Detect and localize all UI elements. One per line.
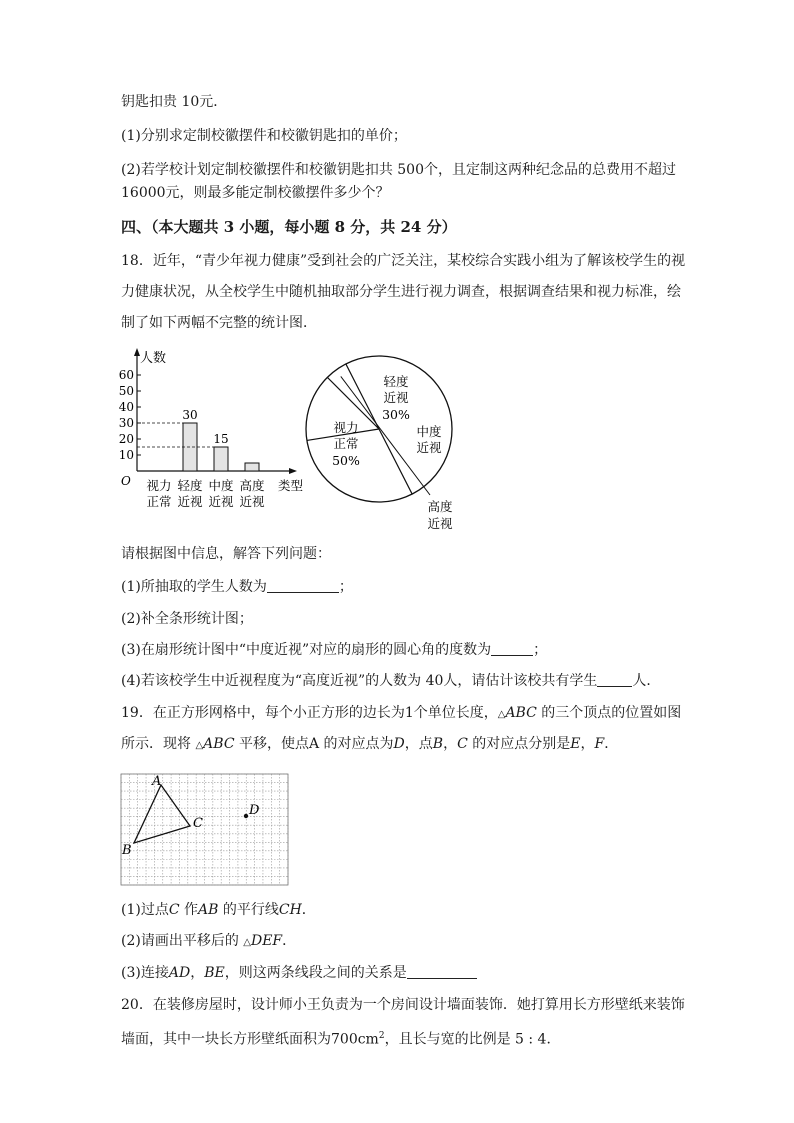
- q18-part2: (2)补全条形统计图；: [121, 611, 253, 627]
- point-name: C: [457, 736, 468, 752]
- segment-name: AB: [198, 902, 219, 918]
- q19-text: 的对应点分别是: [467, 736, 571, 752]
- x-tick-label: 正常: [146, 494, 172, 509]
- label-c: C: [193, 816, 203, 831]
- q19-stem: [121, 703, 681, 725]
- point-name: C: [168, 902, 180, 918]
- text-line: 16000元，则最多能定制校徽摆件多少个？: [121, 185, 390, 201]
- answer-blank[interactable]: [491, 641, 533, 656]
- y-tick-label: 30: [118, 416, 134, 430]
- q19-text: 19．在正方形网格中，每个小正方形的边长为1个单位长度，: [121, 705, 498, 721]
- q19-part3: [121, 963, 477, 983]
- point-name: B: [432, 736, 444, 752]
- q18-part3-end: ；: [533, 642, 548, 658]
- q19-text: ，则这两条线段之间的关系是: [224, 965, 407, 981]
- x-axis-arrow: [289, 468, 297, 474]
- label-b: B: [122, 843, 132, 858]
- q19-part1: [121, 900, 316, 920]
- q18-part4-end: 人．: [632, 673, 661, 689]
- q19-text: ．: [282, 933, 297, 949]
- q19-text: (2)请画出平移后的: [121, 933, 244, 949]
- triangle-symbol: △: [195, 740, 204, 751]
- pie-slice-label: 高度: [427, 499, 453, 514]
- pie-slice-label: 正常: [333, 436, 359, 451]
- q19-text: 的三个顶点的位置如图: [536, 705, 682, 721]
- q19-text: (1)过点: [121, 902, 169, 918]
- point-name: E: [570, 736, 581, 752]
- q18-part1-end: ；: [338, 579, 353, 595]
- segment-name: BE: [204, 965, 225, 981]
- q18-stem: 18．近年，“青少年视力健康”受到社会的广泛关注，某校综合实践小组为了解该校学生的视: [121, 253, 686, 269]
- section-heading: 四、（本大题共 3 小题，每小题 8 分，共 24 分）: [121, 218, 457, 236]
- line-name: CH: [278, 902, 302, 918]
- point-d: [244, 814, 248, 818]
- q19-part2: [121, 931, 296, 953]
- q20-text: ，且长与宽的比例是 5 : 4．: [384, 1031, 561, 1048]
- triangle-abc: [134, 785, 190, 843]
- text-line: (2)若学校计划定制校徽摆件和校徽钥匙扣共 500个，且定制这两种纪念品的总费用不超过: [121, 162, 677, 178]
- q18-stem: 制了如下两幅不完整的统计图．: [121, 315, 317, 331]
- answer-blank[interactable]: [597, 672, 632, 687]
- q18-part1-text: (1)所抽取的学生人数为: [121, 579, 267, 595]
- pie-slice-percent: 50%: [332, 453, 360, 468]
- y-axis-label: 人数: [140, 351, 167, 366]
- pie-slice-label: 视力: [333, 420, 359, 435]
- q18-part1: [121, 577, 353, 597]
- q18-prompt: 请根据图中信息，解答下列问题：: [121, 546, 331, 562]
- q19-text: ，: [443, 736, 458, 752]
- y-tick-label: 20: [118, 432, 134, 446]
- triangle-name: ABC: [203, 736, 235, 752]
- q19-text: ，: [190, 965, 205, 981]
- x-tick-label: 中度: [208, 478, 234, 493]
- q19-text: 所示．现将: [121, 736, 196, 752]
- y-tick-label: 40: [118, 400, 134, 414]
- pie-slice-percent: 30%: [382, 407, 410, 422]
- label-d: D: [249, 803, 260, 818]
- q18-part4-text: (4)若该校学生中近视程度为“高度近视”的人数为 40人，请估计该校共有学生: [121, 673, 598, 689]
- x-tick-label: 近视: [177, 494, 203, 509]
- pie-slice-label: 中度: [416, 424, 442, 439]
- q19-text: (3)连接: [121, 965, 169, 981]
- data-label: 30: [182, 408, 198, 422]
- pie-slice-label: 近视: [383, 390, 409, 405]
- data-label: 15: [213, 432, 229, 446]
- triangle-symbol: △: [497, 709, 506, 720]
- answer-blank[interactable]: [407, 964, 477, 979]
- point-name: D: [393, 736, 405, 752]
- q19-text: ，: [580, 736, 595, 752]
- bar-chart: [115, 344, 315, 514]
- segment-name: AD: [168, 965, 191, 981]
- answer-blank[interactable]: [267, 578, 339, 593]
- q19-text: 平移，使点A 的对应点为: [234, 736, 394, 752]
- triangle-symbol: △: [243, 937, 251, 948]
- pie-slice-label: 近视: [416, 440, 442, 455]
- q19-text: ．: [604, 736, 619, 752]
- q18-part3: [121, 640, 547, 660]
- q19-text: 作: [179, 902, 199, 918]
- q19-text: ．: [301, 902, 316, 918]
- bar: [214, 447, 228, 471]
- x-tick-label: 视力: [146, 478, 172, 493]
- x-tick-label: 高度: [239, 478, 265, 493]
- bar: [245, 463, 259, 471]
- superscript: 2: [378, 1031, 385, 1041]
- pie-slice-label: 近视: [427, 516, 453, 531]
- y-tick-label: 50: [118, 384, 134, 398]
- grid-figure: [120, 773, 290, 887]
- x-tick-label: 轻度: [177, 478, 203, 493]
- q18-part3-text: (3)在扇形统计图中“中度近视”对应的扇形的圆心角的度数为: [121, 642, 492, 658]
- q18-stem: 力健康状况，从全校学生中随机抽取部分学生进行视力调查，根据调查结果和视力标准，绘: [121, 284, 681, 300]
- origin-label: O: [121, 474, 131, 488]
- q19-stem: [121, 734, 618, 756]
- triangle-name: DEF: [250, 933, 283, 949]
- x-tick-label: 近视: [239, 494, 265, 509]
- q20-text: 墙面，其中一块长方形壁纸面积为700cm: [121, 1031, 379, 1048]
- pie-slice-label: 轻度: [383, 374, 409, 389]
- q20-stem: [121, 1026, 560, 1050]
- y-tick-label: 60: [118, 368, 134, 382]
- y-tick-label: 10: [118, 448, 134, 462]
- text-line: (1)分别求定制校徽摆件和校徽钥匙扣的单价；: [121, 128, 407, 144]
- point-name: F: [594, 736, 605, 752]
- q18-part4: [121, 671, 660, 691]
- text-line: 钥匙扣贵 10元．: [121, 94, 228, 110]
- x-axis-label: 类型: [278, 478, 304, 493]
- triangle-name: ABC: [505, 705, 537, 721]
- q20-stem: 20．在装修房屋时，设计师小王负责为一个房间设计墙面装饰．她打算用长方形壁纸来装饰: [121, 997, 685, 1013]
- q19-text: 的平行线: [218, 902, 279, 918]
- x-tick-label: 近视: [208, 494, 234, 509]
- label-a: A: [152, 774, 162, 789]
- pie-chart: [300, 350, 480, 535]
- q19-text: ，点: [404, 736, 433, 752]
